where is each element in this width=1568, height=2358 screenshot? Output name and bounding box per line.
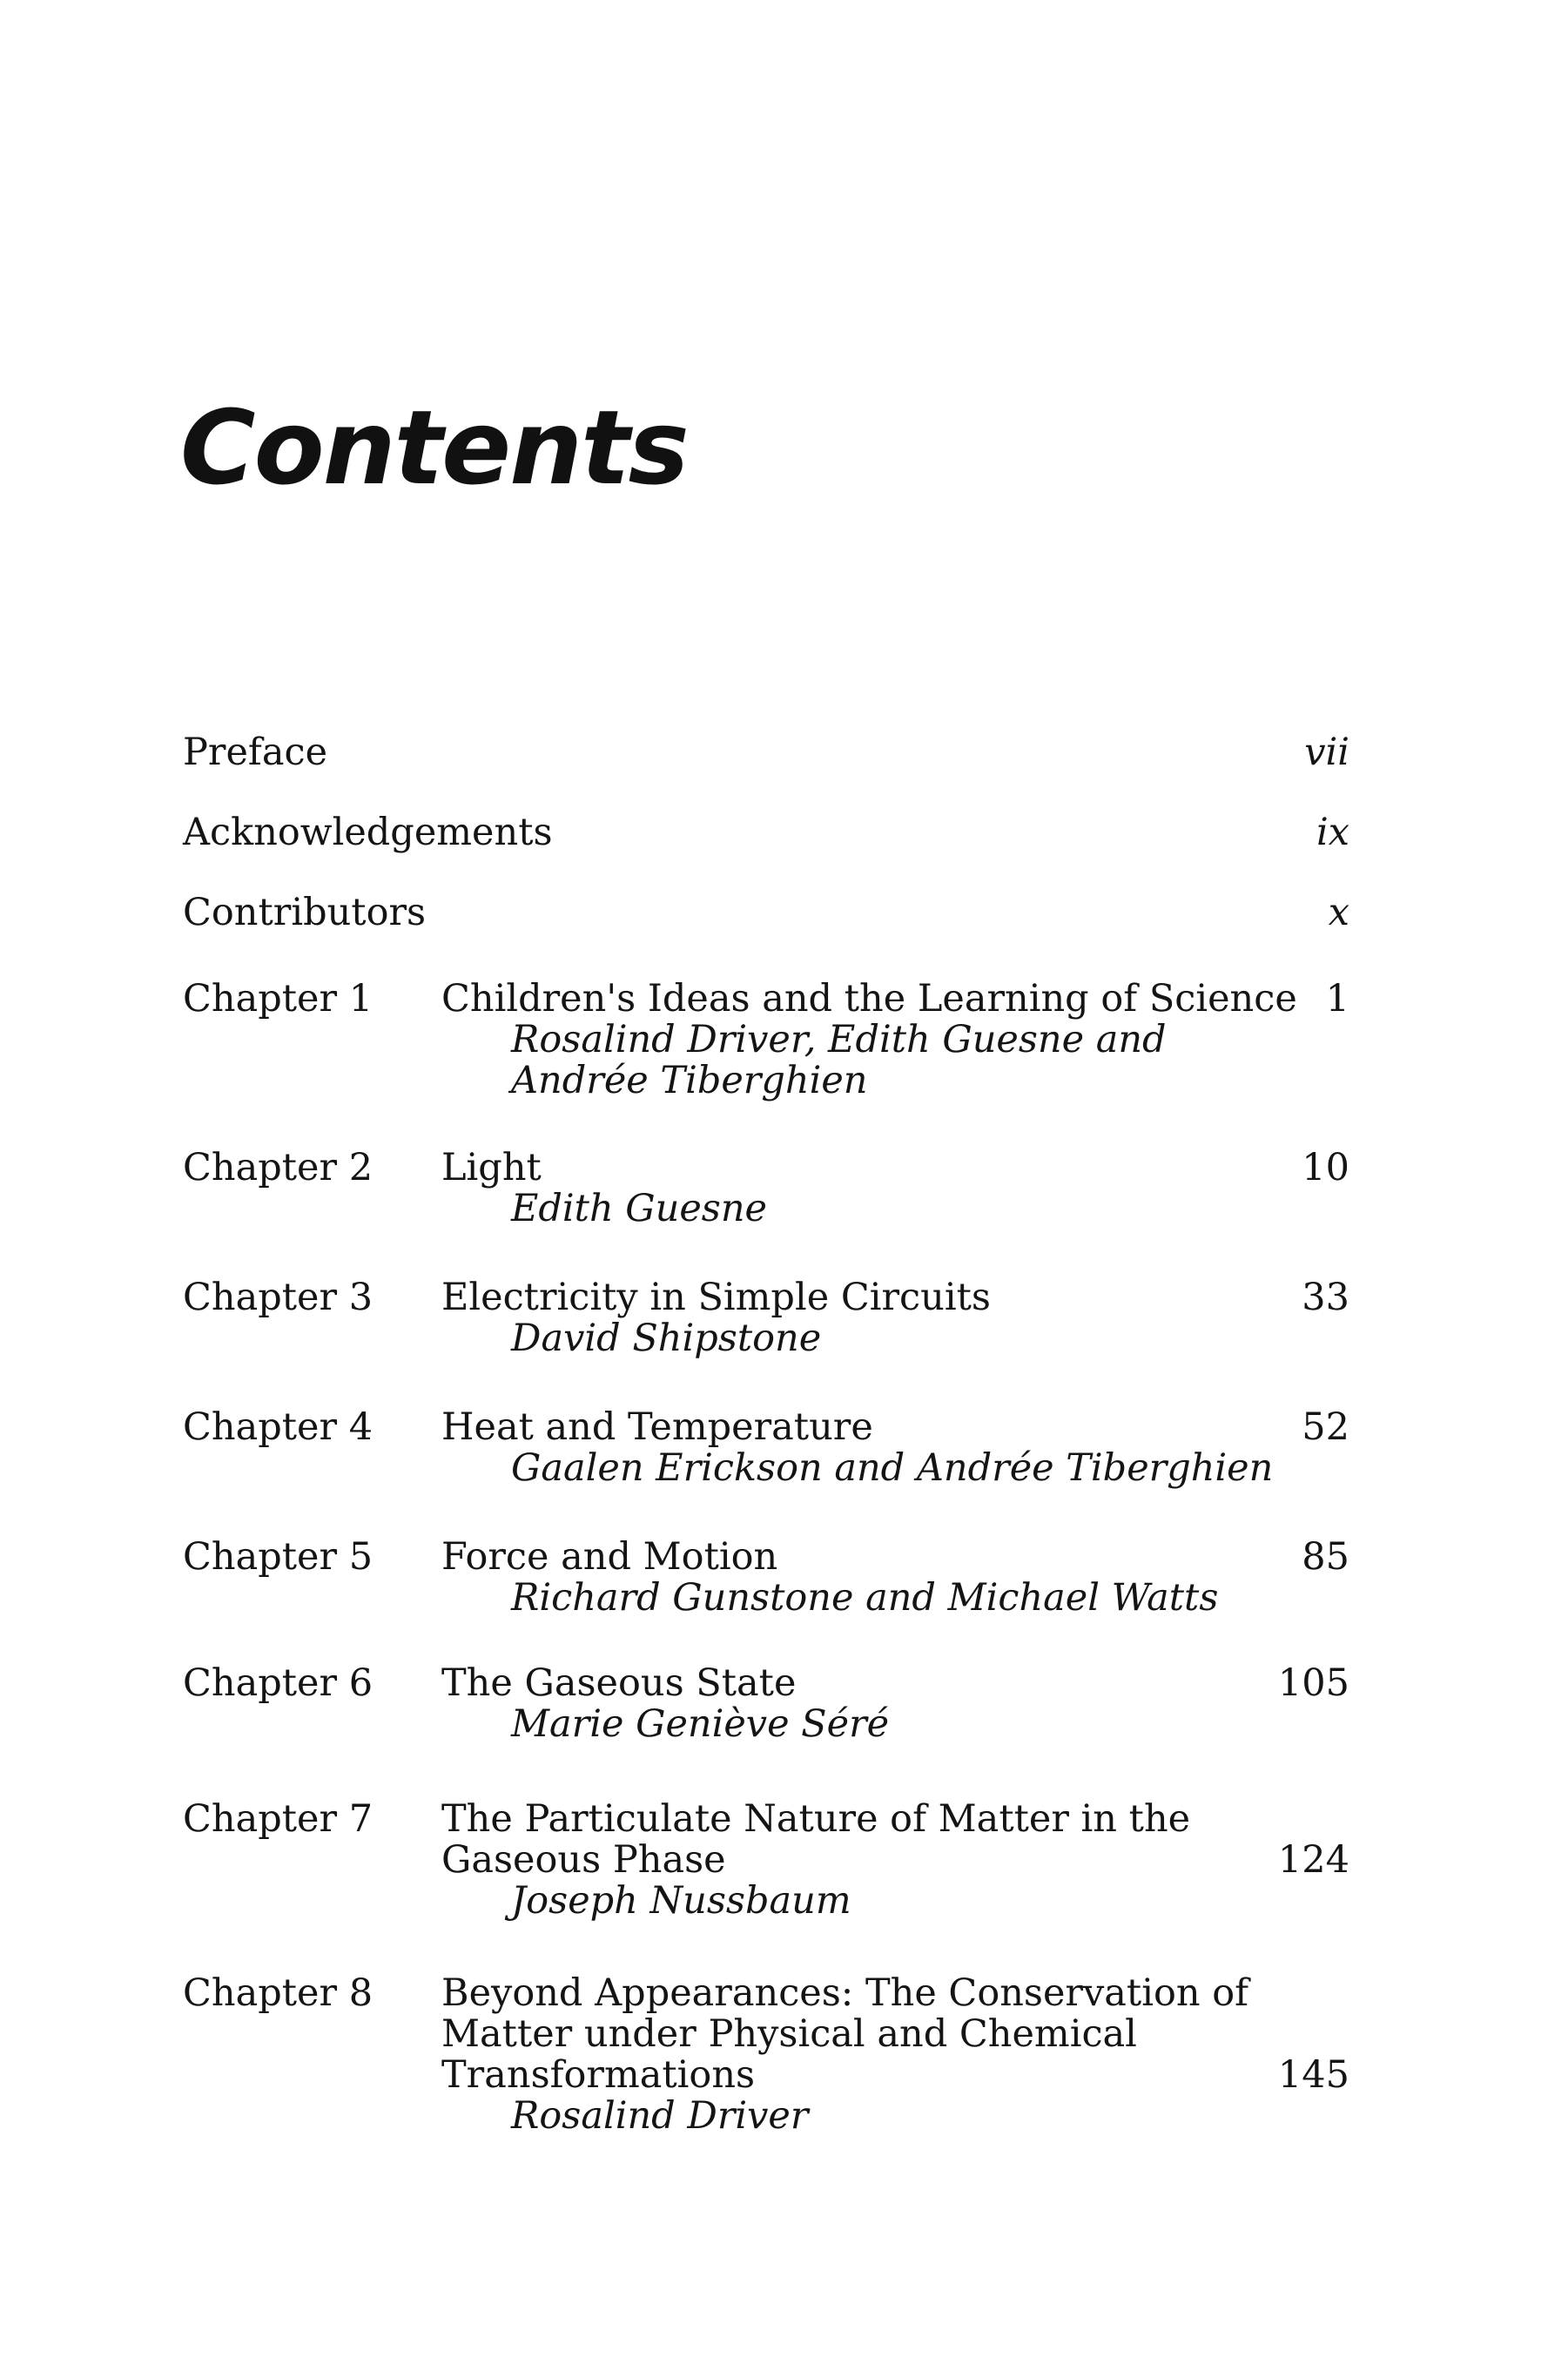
chapter-author: Richard Gunstone and Michael Watts (511, 1576, 1219, 1620)
chapter-body (441, 1971, 1248, 2138)
toc-page-number: 124 (1277, 1838, 1349, 1882)
toc-page-number: 105 (1277, 1661, 1349, 1705)
chapter-title: Heat and Temperature (441, 1405, 873, 1449)
toc-page-number: 145 (1277, 2053, 1349, 2097)
chapter-title: Force and Motion (441, 1535, 778, 1579)
toc-entry-title: Contributors (183, 891, 427, 934)
chapter-title: Beyond Appearances: The Conservation of (441, 1971, 1248, 2015)
toc-page-number: vii (1304, 731, 1349, 774)
chapter-label: Chapter 8 (183, 1971, 373, 2015)
chapter-title: The Particulate Nature of Matter in the (441, 1797, 1191, 1841)
chapter-body (441, 1148, 1225, 1230)
chapter-author: Gaalen Erickson and Andrée Tiberghien (511, 1446, 1274, 1490)
chapter-author: Marie Geniève Séré (511, 1702, 890, 1746)
chapter-body (441, 977, 1297, 1102)
chapter-title: Light (441, 1146, 542, 1189)
chapter-title: Children's Ideas and the Learning of Science (441, 977, 1297, 1021)
chapter-title: Gaseous Phase (441, 1838, 726, 1882)
toc-entry-title: Acknowledgements (183, 811, 553, 854)
chapter-body (441, 1663, 1225, 1745)
chapter-author: David Shipstone (511, 1317, 822, 1360)
toc-page-number: 1 (1325, 977, 1349, 1021)
chapter-author: Rosalind Driver, Edith Guesne and (511, 1018, 1167, 1061)
chapter-title: Transformations (441, 2053, 756, 2097)
toc-page-number: 52 (1302, 1405, 1349, 1449)
chapter-body (441, 1405, 1274, 1490)
toc-page-number: 85 (1302, 1535, 1349, 1579)
toc-page-number: ix (1316, 811, 1349, 854)
chapter-author: Joseph Nussbaum (511, 1879, 851, 1923)
chapter-label: Chapter 3 (183, 1276, 373, 1319)
page-title: Contents (180, 387, 688, 508)
toc-entry-title: Preface (183, 731, 328, 774)
chapter-body (441, 1799, 1225, 1922)
chapter-label: Chapter 2 (183, 1146, 373, 1189)
chapter-author: Edith Guesne (511, 1187, 768, 1230)
chapter-title: Matter under Physical and Chemical (441, 2012, 1137, 2056)
toc-page-number: x (1328, 891, 1349, 934)
chapter-author: Andrée Tiberghien (511, 1059, 868, 1102)
chapter-body (441, 1537, 1225, 1619)
chapter-label: Chapter 6 (183, 1661, 373, 1705)
chapter-title: The Gaseous State (441, 1661, 797, 1705)
toc-page-number: 10 (1302, 1146, 1349, 1189)
chapter-body (441, 1277, 1225, 1359)
toc-page-number: 33 (1302, 1276, 1349, 1319)
chapter-label: Chapter 7 (183, 1797, 373, 1841)
chapter-title: Electricity in Simple Circuits (441, 1276, 991, 1319)
chapter-label: Chapter 5 (183, 1535, 373, 1579)
chapter-label: Chapter 1 (183, 977, 373, 1021)
chapter-label: Chapter 4 (183, 1405, 373, 1449)
chapter-author: Rosalind Driver (511, 2094, 809, 2138)
